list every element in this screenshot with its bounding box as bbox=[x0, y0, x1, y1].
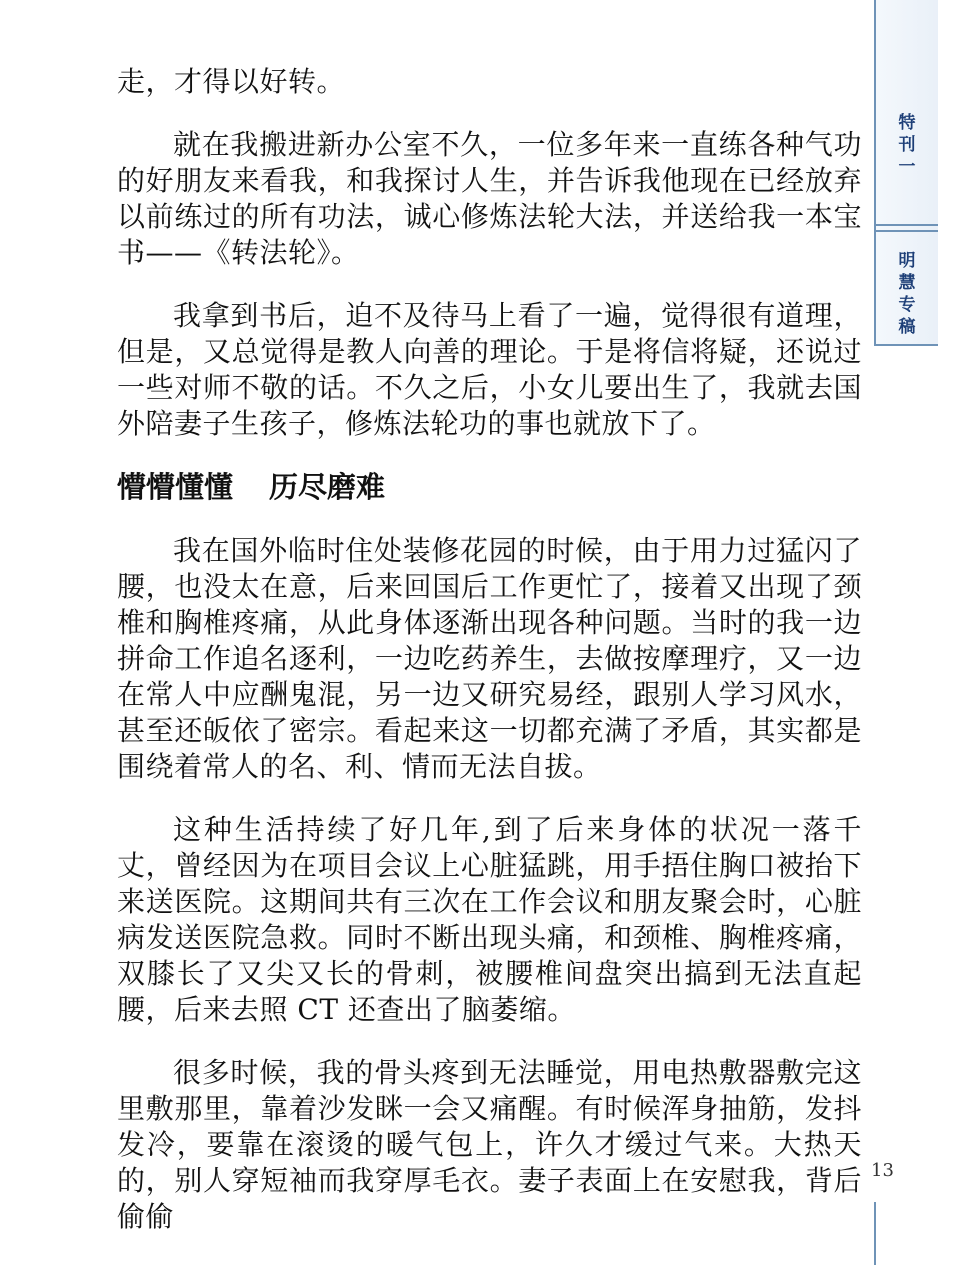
section-heading bbox=[117, 469, 862, 505]
paragraph: 我在国外临时住处装修花园的时候，由于用力过猛闪了腰，也没太在意，后来回国后工作更忙了，接着又出现了颈椎和胸椎疼痛，从此身体逐渐出现各种问题。当时的我一边拼命工作追名逐利，一边吃药养生，去做按摩理疗，又一边在常人中应酬鬼混，另一边又研究易经，跟别人学习风水，甚至还皈依了密宗。看起来这一切都充满了矛盾，其实都是围绕着常人的名、利、情而无法自拔。 bbox=[117, 534, 862, 783]
rail-divider bbox=[876, 224, 938, 226]
side-tab-char: 一 bbox=[898, 157, 916, 177]
article-body bbox=[117, 64, 862, 1262]
paragraph: 这种生活持续了好几年,到了后来身体的状况一落千丈，曾经因为在项目会议上心脏猛跳，用手捂住胸口被抬下来送医院。这期间共有三次在工作会议和朋友聚会时，心脏病发送医院急救。同时不断出现头痛，和颈椎、胸椎疼痛，双膝长了又尖又长的骨刺，被腰椎间盘突出搞到无法直起腰，后来去照 CT 还查出了脑萎缩。 bbox=[117, 813, 862, 1026]
paragraph: 很多时候，我的骨头疼到无法睡觉，用电热敷器敷完这里敷那里，靠着沙发眯一会又痛醒。有时候浑身抽筋，发抖发冷，要靠在滚烫的暖气包上，许久才缓过气来。大热天的，别人穿短袖而我穿厚毛衣。妻子表面上在安慰我，背后偷偷 bbox=[117, 1056, 862, 1233]
side-tab-char: 慧 bbox=[898, 273, 916, 293]
side-tab-minghui-article bbox=[876, 250, 938, 338]
rail-divider bbox=[876, 230, 938, 232]
paragraph: 我拿到书后，迫不及待马上看了一遍，觉得很有道理，但是，又总觉得是教人向善的理论。于是将信将疑，还说过一些对师不敬的话。不久之后，小女儿要出生了，我就去国外陪妻子生孩子，修炼法轮功的事也就放下了。 bbox=[117, 299, 862, 440]
page-number: 13 bbox=[871, 1160, 894, 1181]
bottom-rail-line bbox=[874, 1202, 876, 1265]
section-heading-part: 历尽磨难 bbox=[269, 470, 386, 504]
side-tab-char: 专 bbox=[898, 295, 916, 315]
side-tab-char: 刊 bbox=[898, 135, 916, 155]
section-heading-part: 懵懵懂懂 bbox=[117, 470, 234, 504]
side-tab-char: 特 bbox=[898, 113, 916, 133]
paragraph: 就在我搬进新办公室不久，一位多年来一直练各种气功的好朋友来看我，和我探讨人生，并告诉我他现在已经放弃以前练过的所有功法，诚心修炼法轮大法，并送给我一本宝书——《转法轮》。 bbox=[117, 128, 862, 269]
paragraph: 走，才得以好转。 bbox=[117, 65, 346, 98]
side-tab-char: 明 bbox=[898, 251, 916, 271]
side-tab-char: 稿 bbox=[898, 317, 916, 337]
rail-divider bbox=[876, 344, 938, 346]
side-tab-rail bbox=[874, 0, 938, 346]
side-tab-special-issue bbox=[876, 112, 938, 178]
